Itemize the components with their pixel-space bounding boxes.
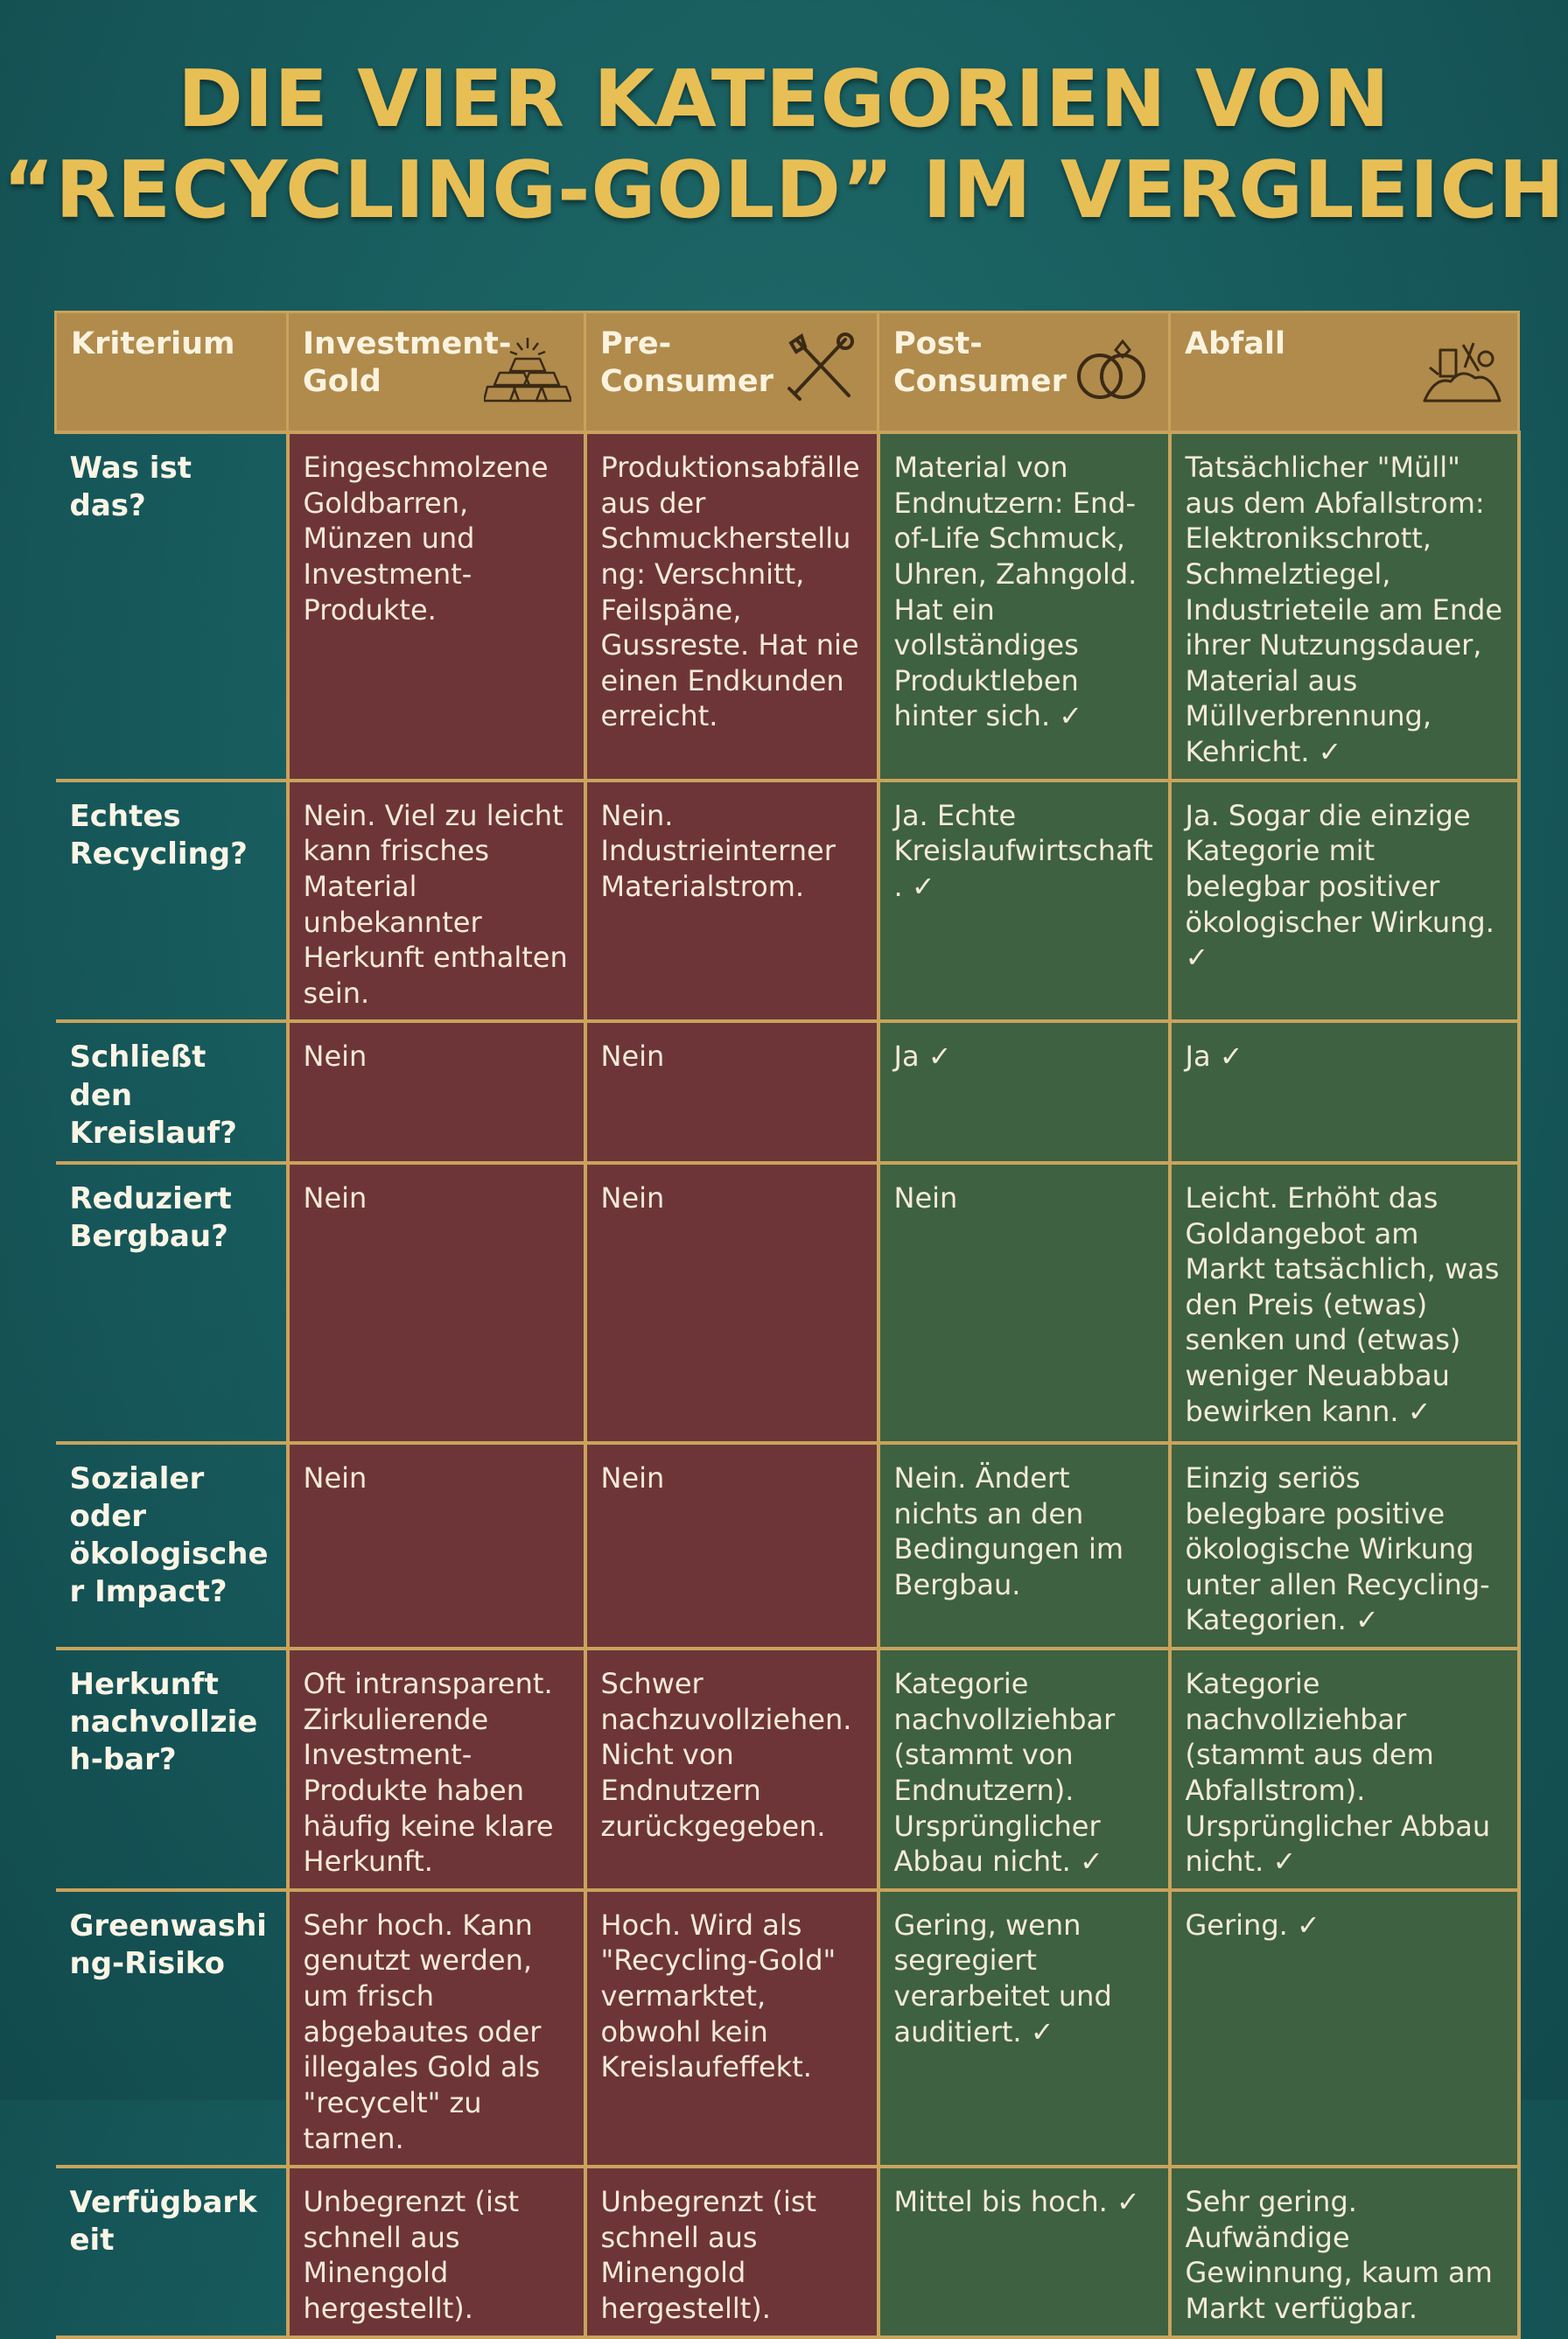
cell-investment-gold: Nein	[288, 1443, 585, 1649]
criterion-cell: Echtes Recycling?	[56, 781, 288, 1022]
cell-pre-consumer: Nein	[585, 1443, 878, 1649]
table-row	[56, 1890, 1519, 2167]
page-title	[0, 54, 1568, 237]
criterion-cell: Reduziert Bergbau?	[56, 1163, 288, 1443]
header-criterion: Kriterium	[56, 312, 288, 433]
header-label: Investment- Gold	[303, 326, 512, 400]
title-line-1: DIE VIER KATEGORIEN VON	[178, 53, 1390, 145]
cell-investment-gold: Oft intransparent. Zirkulierende Investment-Produkte haben häufig keine klare Herkunft.	[288, 1649, 585, 1890]
tools-icon	[777, 333, 864, 404]
cell-investment-gold: Eingeschmolzene Goldbarren, Münzen und Investment-Produkte.	[288, 432, 585, 781]
cell-abfall: Ja ✓	[1170, 1021, 1519, 1163]
cell-post-consumer: Gering, wenn segregiert verarbeitet und auditiert. ✓	[878, 1890, 1170, 2167]
table-row	[56, 1649, 1519, 1890]
table-row	[56, 1021, 1519, 1163]
cell-pre-consumer: Nein	[585, 1163, 878, 1443]
header-pre-consumer	[585, 312, 878, 433]
header-post-consumer	[878, 312, 1170, 433]
cell-post-consumer: Nein	[878, 1163, 1170, 1443]
criterion-cell: Sozialer oder ökologischer Impact?	[56, 1443, 288, 1649]
criterion-cell: Herkunft nachvollzieh-bar?	[56, 1649, 288, 1890]
cell-pre-consumer: Unbegrenzt (ist schnell aus Minengold hergestellt).	[585, 2167, 878, 2337]
header-abfall	[1170, 312, 1519, 433]
rings-icon	[1068, 333, 1156, 404]
cell-pre-consumer: Hoch. Wird als "Recycling-Gold" vermarktet, obwohl kein Kreislaufeffekt.	[585, 1890, 878, 2167]
header-label: Pre- Consumer	[600, 326, 774, 400]
cell-abfall: Ja. Sogar die einzige Kategorie mit belegbar positiver ökologischer Wirkung. ✓	[1170, 781, 1519, 1022]
cell-post-consumer: Kategorie nachvollziehbar (stammt von Endnutzern). Ursprünglicher Abbau nicht. ✓	[878, 1649, 1170, 1890]
table-row	[56, 432, 1519, 781]
header-label: Abfall	[1185, 326, 1285, 361]
cell-pre-consumer: Produktionsabfälle aus der Schmuckherstellung: Verschnitt, Feilspäne, Gussreste. Hat nie einen Endkunden erreicht.	[585, 432, 878, 781]
title-line-2: “RECYCLING-GOLD” IM VERGLEICH	[3, 144, 1565, 237]
cell-post-consumer: Mittel bis hoch. ✓	[878, 2167, 1170, 2337]
cell-abfall: Gering. ✓	[1170, 1890, 1519, 2167]
table-row	[56, 781, 1519, 1022]
cell-pre-consumer: Schwer nachzuvollziehen. Nicht von Endnutzern zurückgegeben.	[585, 1649, 878, 1890]
cell-post-consumer: Ja. Echte Kreislaufwirtschaft. ✓	[878, 781, 1170, 1022]
criterion-cell: Schließt den Kreislauf?	[56, 1021, 288, 1163]
cell-pre-consumer: Nein	[585, 1021, 878, 1163]
criterion-cell: Was ist das?	[56, 432, 288, 781]
cell-post-consumer: Material von Endnutzern: End-of-Life Schmuck, Uhren, Zahngold. Hat ein vollständiges Produktleben hinter sich. ✓	[878, 432, 1170, 781]
header-row	[56, 312, 1519, 433]
cell-investment-gold: Nein	[288, 1021, 585, 1163]
criterion-cell: Verfügbarkeit	[56, 2167, 288, 2337]
gold-bars-icon	[484, 333, 571, 404]
cell-investment-gold: Nein. Viel zu leicht kann frisches Material unbekannter Herkunft enthalten sein.	[288, 781, 585, 1022]
cell-post-consumer: Ja ✓	[878, 1021, 1170, 1163]
cell-abfall: Leicht. Erhöht das Goldangebot am Markt tatsächlich, was den Preis (etwas) senken und (etwas) weniger Neuabbau bewirken kann. ✓	[1170, 1163, 1519, 1443]
cell-investment-gold: Nein	[288, 1163, 585, 1443]
cell-abfall: Einzig seriös belegbare positive ökologische Wirkung unter allen Recycling-Kategorien. ✓	[1170, 1443, 1519, 1649]
cell-abfall: Sehr gering. Aufwändige Gewinnung, kaum am Markt verfügbar.	[1170, 2167, 1519, 2337]
cell-pre-consumer: Nein. Industrieinterner Materialstrom.	[585, 781, 878, 1022]
table-row	[56, 2167, 1519, 2337]
scrap-pile-icon	[1418, 333, 1505, 404]
header-investment-gold	[288, 312, 585, 433]
table-row	[56, 1163, 1519, 1443]
cell-investment-gold: Unbegrenzt (ist schnell aus Minengold hergestellt).	[288, 2167, 585, 2337]
cell-post-consumer: Nein. Ändert nichts an den Bedingungen im Bergbau.	[878, 1443, 1170, 1649]
header-label: Post- Consumer	[893, 326, 1067, 400]
table-row	[56, 1443, 1519, 1649]
cell-abfall: Kategorie nachvollziehbar (stammt aus dem Abfallstrom). Ursprünglicher Abbau nicht. ✓	[1170, 1649, 1519, 1890]
cell-investment-gold: Sehr hoch. Kann genutzt werden, um frisch abgebautes oder illegales Gold als "recycelt" zu tarnen.	[288, 1890, 585, 2167]
criterion-cell: Greenwashing-Risiko	[56, 1890, 288, 2167]
cell-abfall: Tatsächlicher "Müll" aus dem Abfallstrom: Elektronikschrott, Schmelztiegel, Industrieteile am Ende ihrer Nutzungsdauer, Material aus Müllverbrennung, Kehricht. ✓	[1170, 432, 1519, 781]
comparison-table	[54, 311, 1521, 2339]
